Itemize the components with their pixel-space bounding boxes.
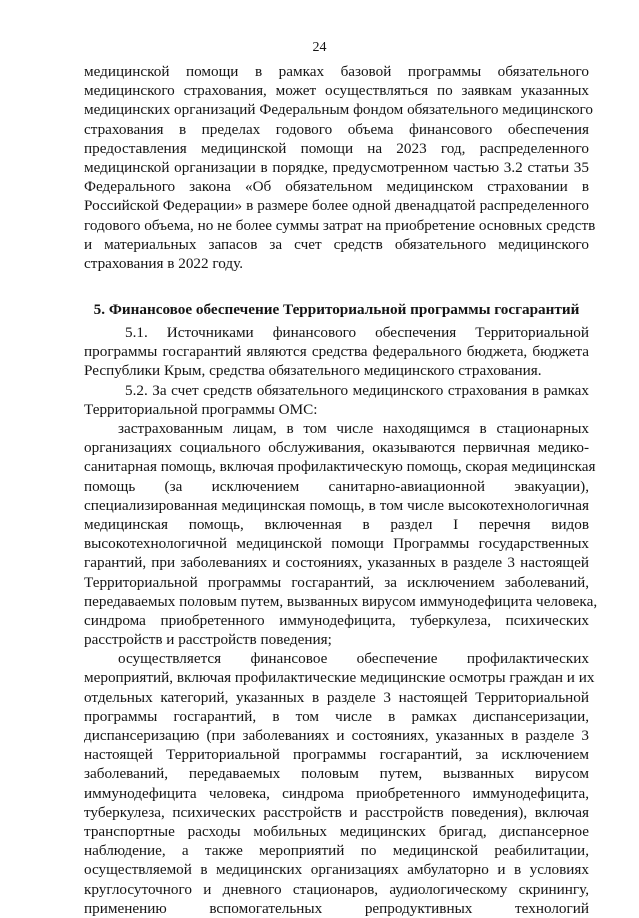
text-line: Российской Федерации» в размере более одной двенадцатой распределенного [84, 197, 589, 215]
text-line: Территориальной программы ОМС: [84, 400, 318, 418]
text-line: туберкулеза, психических расстройств и расстройств поведения), включая [84, 803, 589, 821]
section-heading: 5. Финансовое обеспечение Территориальной программы госгарантий [93, 301, 580, 319]
text-line: страхования в пределах годового объема финансового обеспечения [84, 120, 589, 138]
text-line: медицинская помощь, включенная в раздел I перечня видов [84, 515, 589, 533]
paragraph-5-1 [84, 323, 589, 381]
paragraph-continued [84, 62, 596, 273]
text-line: 5.2. За счет средств обязательного медицинского страхования в рамках [125, 381, 589, 399]
text-line: застрахованным лицам, в том числе находящимся в стационарных [118, 420, 589, 437]
text-line: предоставления медицинской помощи на 2023 год, распределенного [84, 139, 589, 157]
text-line: программы госгарантий являются средства федерального бюджета, бюджета [84, 343, 589, 361]
text-line: Территориальной программы госгарантий, за исключением заболеваний, [84, 573, 589, 591]
text-line: Республики Крым, средства обязательного медицинского страхования. [84, 362, 542, 380]
paragraph-insured-persons [84, 419, 598, 649]
text-line: годового объема, но не более суммы затрат на приобретение основных средств [84, 216, 596, 234]
text-line: транспортные расходы мобильных медицинских бригад, диспансерное [84, 822, 589, 840]
text-line: осуществляется финансовое обеспечение профилактических [118, 650, 589, 668]
text-line: наблюдение, а также мероприятий по медицинской реабилитации, [84, 842, 589, 860]
document-body [84, 62, 598, 918]
text-line: высокотехнологичной медицинской помощи Программы государственных [84, 535, 589, 553]
text-line: Федерального закона «Об обязательном медицинском страховании в [84, 178, 589, 196]
text-line: расстройств и расстройств поведения; [84, 631, 332, 649]
text-line: передаваемых половым путем, вызванных вирусом иммунодефицита человека, [84, 592, 598, 610]
text-line: гарантий, при заболеваниях и состояниях, указанных в разделе 3 настоящей [84, 554, 589, 572]
paragraph-5-2 [84, 381, 589, 419]
text-line: настоящей Территориальной программы госгарантий, за исключением [84, 746, 589, 764]
text-line: медицинской помощи в рамках базовой программы обязательного [84, 63, 589, 80]
spacer [84, 273, 589, 299]
text-line: медицинского страхования, может осуществляться по заявкам указанных [84, 82, 589, 100]
text-line: отдельных категорий, указанных в разделе 3 настоящей Территориальной [84, 688, 589, 706]
text-line: круглосуточного и дневного стационаров, аудиологическому скринингу, [84, 880, 589, 898]
text-line: организациях социального обслуживания, оказываются первичная медико- [84, 439, 589, 457]
text-line: медицинской организации в порядке, предусмотренном частью 3.2 статьи 35 [84, 158, 589, 176]
text-line: программы госгарантий, в том числе в рамках диспансеризации, [84, 707, 589, 725]
text-line: мероприятий, включая профилактические медицинские осмотры граждан и их [84, 669, 595, 687]
text-line: специализированная медицинская помощь, в том числе высокотехнологичная [84, 496, 589, 514]
text-line: и материальных запасов за счет средств обязательного медицинского [84, 235, 589, 253]
text-line: осуществляемой в медицинских организациях амбулаторно и в условиях [84, 861, 589, 879]
text-line: синдрома приобретенного иммунодефицита, туберкулеза, психических [84, 611, 589, 629]
text-line: 5.1. Источниками финансового обеспечения Территориальной [125, 324, 589, 342]
page-number: 24 [312, 40, 327, 55]
text-line: заболеваний, передаваемых половым путем, вызванных вирусом [84, 765, 589, 783]
text-line: применению вспомогательных репродуктивных технологий [84, 899, 589, 917]
paragraph-financing [84, 649, 595, 918]
text-line: санитарная помощь, включая профилактическую помощь, скорая медицинская [84, 458, 596, 476]
text-line: страхования в 2022 году. [84, 254, 243, 272]
text-line: диспансеризацию (при заболеваниях и состояниях, указанных в разделе 3 [84, 727, 589, 744]
text-line: медицинских организаций Федеральным фондом обязательного медицинского [84, 101, 593, 119]
text-line: иммунодефицита человека, синдрома приобретенного иммунодефицита, [84, 784, 589, 802]
text-line: помощь (за исключением санитарно-авиационной эвакуации), [84, 477, 589, 495]
